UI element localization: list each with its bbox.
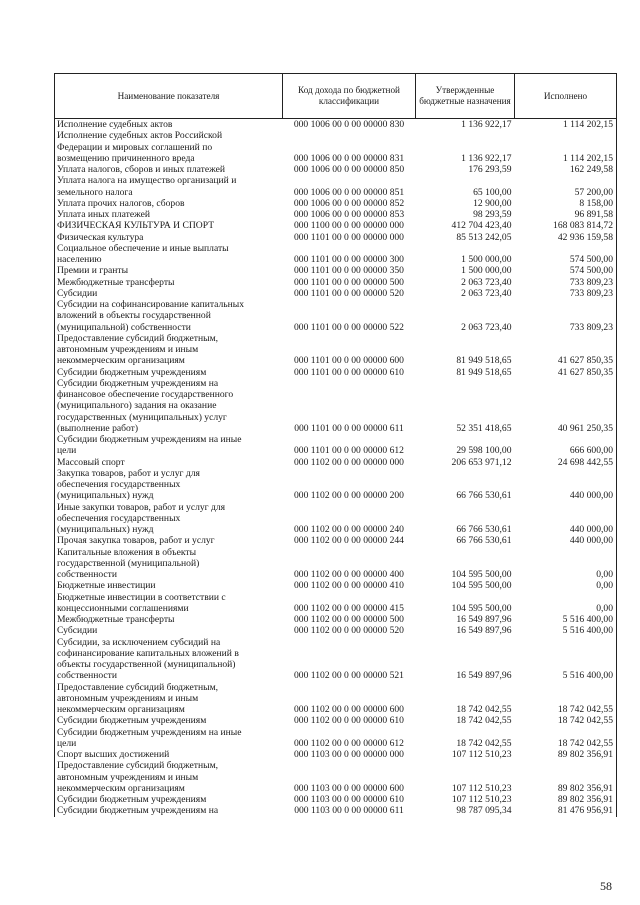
row-approved-cell: 18 742 042,55 — [456, 737, 512, 749]
row-code-cell: 000 1102 00 0 00 00000 240 — [294, 524, 404, 535]
row-approved-cell: 104 595 500,00 — [451, 569, 512, 580]
row-name-cell — [55, 535, 283, 546]
row-approved-cell: 16 549 897,96 — [456, 614, 512, 625]
row-executed-cell: 0,00 — [515, 547, 617, 581]
row-approved-cell: 107 112 510,23 — [451, 782, 512, 794]
table-row — [55, 682, 617, 716]
table-row — [55, 209, 617, 220]
row-name-line: некоммерческим организациям — [57, 704, 185, 715]
row-executed-cell: 162 249,58 — [515, 164, 617, 175]
table-row — [55, 580, 617, 591]
row-name-line: Уплата налогов, сборов и иных платежей — [57, 164, 226, 175]
table-row — [55, 434, 617, 457]
row-name-line: Субсидии бюджетным учреждениям — [57, 366, 207, 378]
row-executed-cell: 24 698 442,55 — [515, 457, 617, 468]
table-row — [55, 333, 617, 367]
header-row — [55, 74, 617, 119]
table-row — [55, 592, 617, 615]
table-row — [55, 367, 617, 378]
row-executed-cell: 440 000,00 — [515, 502, 617, 536]
table-row — [55, 232, 617, 243]
row-executed-cell: 18 742 042,55 — [515, 682, 617, 716]
table-body — [55, 119, 617, 817]
row-executed-cell: 574 500,00 — [515, 265, 617, 276]
row-code-cell: 000 1006 00 0 00 00000 850 — [293, 164, 405, 175]
row-executed-cell: 42 936 159,58 — [515, 232, 617, 243]
row-name-cell — [55, 637, 283, 682]
row-code-cell: 000 1101 00 0 00 00000 500 — [294, 276, 404, 288]
row-name-line: Межбюджетные трансферты — [57, 614, 175, 625]
row-name-cell — [55, 164, 283, 175]
row-approved-cell: 81 949 518,65 — [456, 366, 512, 378]
row-name-cell — [55, 130, 283, 164]
row-name-cell — [55, 625, 283, 636]
row-executed-cell: 89 802 356,91 — [515, 794, 617, 805]
row-name-line: собственности — [57, 569, 118, 580]
row-name-line: автономным учреждениям и иным — [57, 344, 199, 355]
row-name-cell — [55, 277, 283, 288]
row-name-line: Закупка товаров, работ и услуг для — [57, 467, 200, 479]
row-executed-cell: 89 802 356,91 — [515, 749, 617, 760]
row-name-line: Межбюджетные трансферты — [57, 276, 175, 288]
row-name-line: Субсидии бюджетным учреждениям на — [57, 805, 219, 817]
row-code-cell: 000 1102 00 0 00 00000 500 — [294, 614, 404, 625]
row-approved-cell: 1 500 000,00 — [461, 265, 512, 277]
row-name-line: обеспечения государственных — [57, 479, 181, 490]
row-approved-cell: 66 766 530,61 — [456, 535, 512, 547]
row-name-line: Субсидии бюджетным учреждениям на иные — [57, 726, 242, 738]
table-row — [55, 299, 617, 333]
row-name-line: автономным учреждениям и иным — [57, 771, 199, 783]
row-name-cell — [55, 119, 283, 131]
table-row — [55, 614, 617, 625]
row-code-cell: 000 1101 00 0 00 00000 600 — [294, 355, 404, 367]
row-code-cell: 000 1103 00 0 00 00000 611 — [294, 805, 404, 817]
row-executed-cell: 574 500,00 — [515, 243, 617, 266]
row-name-line: некоммерческим организациям — [57, 782, 185, 794]
row-name-line: Субсидии бюджетным учреждениям — [57, 715, 207, 727]
row-name-line: ФИЗИЧЕСКАЯ КУЛЬТУРА И СПОРТ — [57, 220, 215, 232]
row-name-line: (муниципальных) нужд — [57, 490, 154, 502]
row-approved-cell: 85 513 242,05 — [456, 231, 512, 243]
row-executed-cell: 733 809,23 — [515, 299, 617, 333]
row-approved-cell: 104 595 500,00 — [451, 580, 512, 592]
row-approved-cell: 176 293,59 — [468, 164, 512, 175]
row-approved-cell: 104 595 500,00 — [451, 602, 512, 614]
row-approved-cell: 107 112 510,23 — [451, 749, 512, 760]
row-executed-cell: 41 627 850,35 — [515, 367, 617, 378]
row-name-line: государственной (муниципальной) — [57, 557, 200, 569]
row-code-cell: 000 1100 00 0 00 00000 000 — [294, 220, 404, 232]
row-executed-cell: 0,00 — [515, 580, 617, 591]
row-executed-cell: 57 200,00 — [515, 175, 617, 198]
row-name-cell — [55, 502, 283, 536]
row-name-cell — [55, 288, 283, 299]
table-row — [55, 637, 617, 682]
table-row — [55, 265, 617, 276]
row-name-cell — [55, 547, 283, 581]
row-approved-cell: 18 742 042,55 — [456, 715, 512, 727]
row-approved-cell: 98 293,59 — [473, 209, 512, 220]
row-name-cell — [55, 794, 283, 805]
row-code-cell: 000 1103 00 0 00 00000 600 — [294, 782, 404, 794]
row-code-cell: 000 1006 00 0 00 00000 853 — [293, 209, 405, 220]
row-executed-cell: 41 627 850,35 — [515, 333, 617, 367]
row-name-line: софинансирование капитальных вложений в — [57, 647, 239, 659]
table-row — [55, 468, 617, 502]
row-code-cell: 000 1006 00 0 00 00000 852 — [293, 197, 405, 209]
row-code-cell: 000 1101 00 0 00 00000 612 — [294, 445, 404, 457]
table-header — [55, 74, 617, 119]
row-code-cell: 000 1006 00 0 00 00000 830 — [293, 119, 405, 130]
row-code-cell: 000 1103 00 0 00 00000 000 — [294, 749, 404, 760]
row-code-cell: 000 1102 00 0 00 00000 600 — [294, 704, 404, 715]
row-executed-cell: 81 476 956,91 — [515, 805, 617, 816]
row-name-cell — [55, 468, 283, 502]
row-name-line: концессионными соглашениями — [57, 602, 189, 614]
header-code: Код дохода по бюджетной классификации — [283, 74, 416, 119]
row-name-line: собственности — [57, 670, 118, 682]
row-name-line: Исполнение судебных актов — [57, 119, 173, 130]
row-approved-cell: 65 100,00 — [473, 186, 512, 198]
row-approved-cell: 98 787 095,34 — [456, 805, 512, 817]
table-row — [55, 625, 617, 636]
row-name-line: некоммерческим организациям — [57, 355, 185, 367]
table-row — [55, 749, 617, 760]
table-row — [55, 288, 617, 299]
row-name-line: (муниципальных) нужд — [57, 524, 154, 535]
row-name-cell — [55, 614, 283, 625]
budget-execution-table — [54, 73, 617, 817]
table-row — [55, 164, 617, 175]
row-code-cell: 000 1006 00 0 00 00000 831 — [293, 152, 405, 164]
row-code-cell: 000 1101 00 0 00 00000 522 — [294, 321, 404, 333]
row-name-line: Федерации и мировых соглашений по — [57, 141, 213, 153]
row-name-line: объекты государственной (муниципальной) — [57, 659, 236, 670]
row-name-line: Уплата прочих налогов, сборов — [57, 197, 185, 209]
table-row — [55, 277, 617, 288]
row-name-cell — [55, 265, 283, 276]
row-name-line: Уплата налога на имущество организаций и — [57, 175, 237, 187]
table-row — [55, 535, 617, 546]
row-approved-cell: 18 742 042,55 — [456, 704, 512, 715]
table-row — [55, 760, 617, 794]
table-row — [55, 715, 617, 726]
row-executed-cell: 18 742 042,55 — [515, 715, 617, 726]
row-approved-cell: 16 549 897,96 — [456, 625, 512, 637]
row-name-line: Спорт высших достижений — [57, 749, 170, 760]
row-code-cell: 000 1006 00 0 00 00000 851 — [293, 186, 405, 198]
row-name-cell — [55, 682, 283, 716]
row-name-cell — [55, 749, 283, 760]
row-name-cell — [55, 805, 283, 816]
table-row — [55, 175, 617, 198]
row-name-cell — [55, 220, 283, 231]
row-executed-cell: 440 000,00 — [515, 535, 617, 546]
row-name-cell — [55, 232, 283, 243]
row-approved-cell: 12 900,00 — [473, 197, 512, 209]
row-approved-cell: 2 063 723,40 — [461, 276, 512, 288]
row-name-cell — [55, 198, 283, 209]
row-name-line: Бюджетные инвестиции в соответствии с — [57, 591, 226, 603]
table-row — [55, 457, 617, 468]
row-name-line: Бюджетные инвестиции — [57, 580, 156, 592]
row-name-line: Субсидии — [57, 287, 98, 299]
row-name-line: Предоставление субсидий бюджетным, — [57, 681, 219, 693]
row-code-cell: 000 1101 00 0 00 00000 350 — [294, 265, 404, 277]
row-approved-cell: 1 136 922,17 — [461, 152, 512, 164]
row-executed-cell: 1 114 202,15 — [515, 119, 617, 131]
row-executed-cell: 5 516 400,00 — [515, 625, 617, 636]
row-name-line: земельного налога — [57, 186, 133, 198]
row-code-cell: 000 1101 00 0 00 00000 000 — [294, 231, 404, 243]
table-row — [55, 130, 617, 164]
header-name: Наименование показателя — [55, 74, 283, 119]
header-approved: Утвержденные бюджетные назначения — [416, 74, 515, 119]
row-name-line: Физическая культура — [57, 231, 144, 243]
header-executed: Исполнено — [515, 74, 617, 119]
row-name-line: финансовое обеспечение государственного — [57, 389, 234, 400]
row-name-cell — [55, 457, 283, 468]
row-name-line: вложений в объекты государственной — [57, 310, 211, 322]
row-approved-cell: 412 704 423,40 — [451, 220, 512, 232]
row-code-cell: 000 1102 00 0 00 00000 200 — [294, 490, 404, 502]
table-row — [55, 220, 617, 231]
row-name-line: Предоставление субсидий бюджетным, — [57, 760, 219, 772]
row-approved-cell: 2 063 723,40 — [461, 287, 512, 299]
row-name-line: (муниципального) задания на оказание — [57, 400, 217, 412]
row-approved-cell: 1 500 000,00 — [461, 254, 512, 265]
row-name-cell — [55, 715, 283, 726]
row-code-cell: 000 1101 00 0 00 00000 520 — [294, 287, 404, 299]
row-executed-cell: 666 600,00 — [515, 434, 617, 457]
row-name-line: государственных (муниципальных) услуг — [57, 411, 227, 423]
row-code-cell: 000 1103 00 0 00 00000 610 — [294, 794, 404, 805]
row-name-cell — [55, 243, 283, 266]
row-name-line: населению — [57, 254, 102, 265]
row-executed-cell: 5 516 400,00 — [515, 637, 617, 682]
row-executed-cell: 5 516 400,00 — [515, 614, 617, 625]
row-name-line: Капитальные вложения в объекты — [57, 546, 197, 558]
row-approved-cell: 206 653 971,12 — [451, 456, 512, 468]
row-name-cell — [55, 299, 283, 333]
row-approved-cell: 52 351 418,65 — [456, 422, 512, 434]
row-name-line: Массовый спорт — [57, 456, 125, 468]
row-executed-cell: 0,00 — [515, 592, 617, 615]
row-executed-cell: 18 742 042,55 — [515, 727, 617, 750]
table-row — [55, 502, 617, 536]
row-code-cell: 000 1102 00 0 00 00000 410 — [294, 580, 404, 592]
row-code-cell: 000 1102 00 0 00 00000 400 — [294, 569, 404, 580]
row-name-line: обеспечения государственных — [57, 512, 181, 524]
row-name-line: Субсидии бюджетным учреждениям на — [57, 377, 219, 389]
row-name-line: Премии и гранты — [57, 265, 129, 277]
row-name-cell — [55, 367, 283, 378]
row-name-cell — [55, 175, 283, 198]
row-code-cell: 000 1102 00 0 00 00000 415 — [294, 602, 404, 614]
row-name-line: Прочая закупка товаров, работ и услуг — [57, 535, 215, 547]
row-name-cell — [55, 209, 283, 220]
row-approved-cell: 66 766 530,61 — [456, 524, 512, 535]
row-name-line: Предоставление субсидий бюджетным, — [57, 332, 219, 344]
row-name-cell — [55, 760, 283, 794]
table-row — [55, 727, 617, 750]
row-executed-cell: 440 000,00 — [515, 468, 617, 502]
row-name-cell — [55, 434, 283, 457]
row-approved-cell: 16 549 897,96 — [456, 670, 512, 682]
row-name-line: (выполнение работ) — [57, 422, 139, 434]
row-name-line: Социальное обеспечение и иные выплаты — [57, 242, 229, 254]
table-row — [55, 547, 617, 581]
row-code-cell: 000 1102 00 0 00 00000 612 — [294, 737, 404, 749]
row-name-line: Субсидии бюджетным учреждениям на иные — [57, 434, 242, 445]
row-approved-cell: 1 136 922,17 — [461, 119, 512, 130]
table-row — [55, 805, 617, 816]
row-name-line: цели — [57, 737, 77, 749]
row-code-cell: 000 1101 00 0 00 00000 610 — [294, 366, 404, 378]
row-code-cell: 000 1102 00 0 00 00000 244 — [294, 535, 404, 547]
row-name-line: Уплата иных платежей — [57, 209, 151, 220]
row-code-cell: 000 1101 00 0 00 00000 300 — [294, 254, 404, 265]
row-approved-cell: 81 949 518,65 — [456, 355, 512, 367]
row-name-line: Исполнение судебных актов Российской — [57, 130, 223, 142]
row-name-cell — [55, 378, 283, 434]
row-executed-cell: 168 083 814,72 — [515, 220, 617, 231]
table-row — [55, 378, 617, 434]
row-name-cell — [55, 333, 283, 367]
row-name-line: Иные закупки товаров, работ и услуг для — [57, 501, 226, 513]
row-approved-cell: 2 063 723,40 — [461, 321, 512, 333]
row-code-cell: 000 1102 00 0 00 00000 000 — [294, 456, 404, 468]
row-approved-cell: 107 112 510,23 — [451, 794, 512, 805]
table-row — [55, 243, 617, 266]
page-number: 58 — [600, 879, 612, 893]
row-approved-cell: 29 598 100,00 — [456, 445, 512, 457]
row-name-line: (муниципальной) собственности — [57, 321, 191, 333]
row-name-line: цели — [57, 445, 77, 457]
row-name-line: Субсидии бюджетным учреждениям — [57, 794, 207, 805]
row-executed-cell: 733 809,23 — [515, 277, 617, 288]
row-code-cell: 000 1101 00 0 00 00000 611 — [294, 422, 404, 434]
row-executed-cell: 733 809,23 — [515, 288, 617, 299]
table-row — [55, 119, 617, 131]
row-name-line: автономным учреждениям и иным — [57, 692, 199, 704]
row-executed-cell: 96 891,58 — [515, 209, 617, 220]
row-executed-cell: 89 802 356,91 — [515, 760, 617, 794]
row-executed-cell: 1 114 202,15 — [515, 130, 617, 164]
row-name-cell — [55, 592, 283, 615]
row-name-line: Субсидии, за исключением субсидий на — [57, 636, 221, 648]
row-name-line: возмещению причиненного вреда — [57, 152, 195, 164]
table-row — [55, 794, 617, 805]
row-approved-cell: 66 766 530,61 — [456, 490, 512, 502]
row-code-cell: 000 1102 00 0 00 00000 521 — [294, 670, 404, 682]
row-name-cell — [55, 727, 283, 750]
row-executed-cell: 40 961 250,35 — [515, 378, 617, 434]
table-row — [55, 198, 617, 209]
row-name-line: Субсидии — [57, 625, 98, 637]
row-code-cell: 000 1102 00 0 00 00000 610 — [294, 715, 404, 727]
row-executed-cell: 8 158,00 — [515, 198, 617, 209]
row-name-cell — [55, 580, 283, 591]
row-code-cell: 000 1102 00 0 00 00000 520 — [294, 625, 404, 637]
row-name-line: Субсидии на софинансирование капитальных — [57, 299, 245, 310]
